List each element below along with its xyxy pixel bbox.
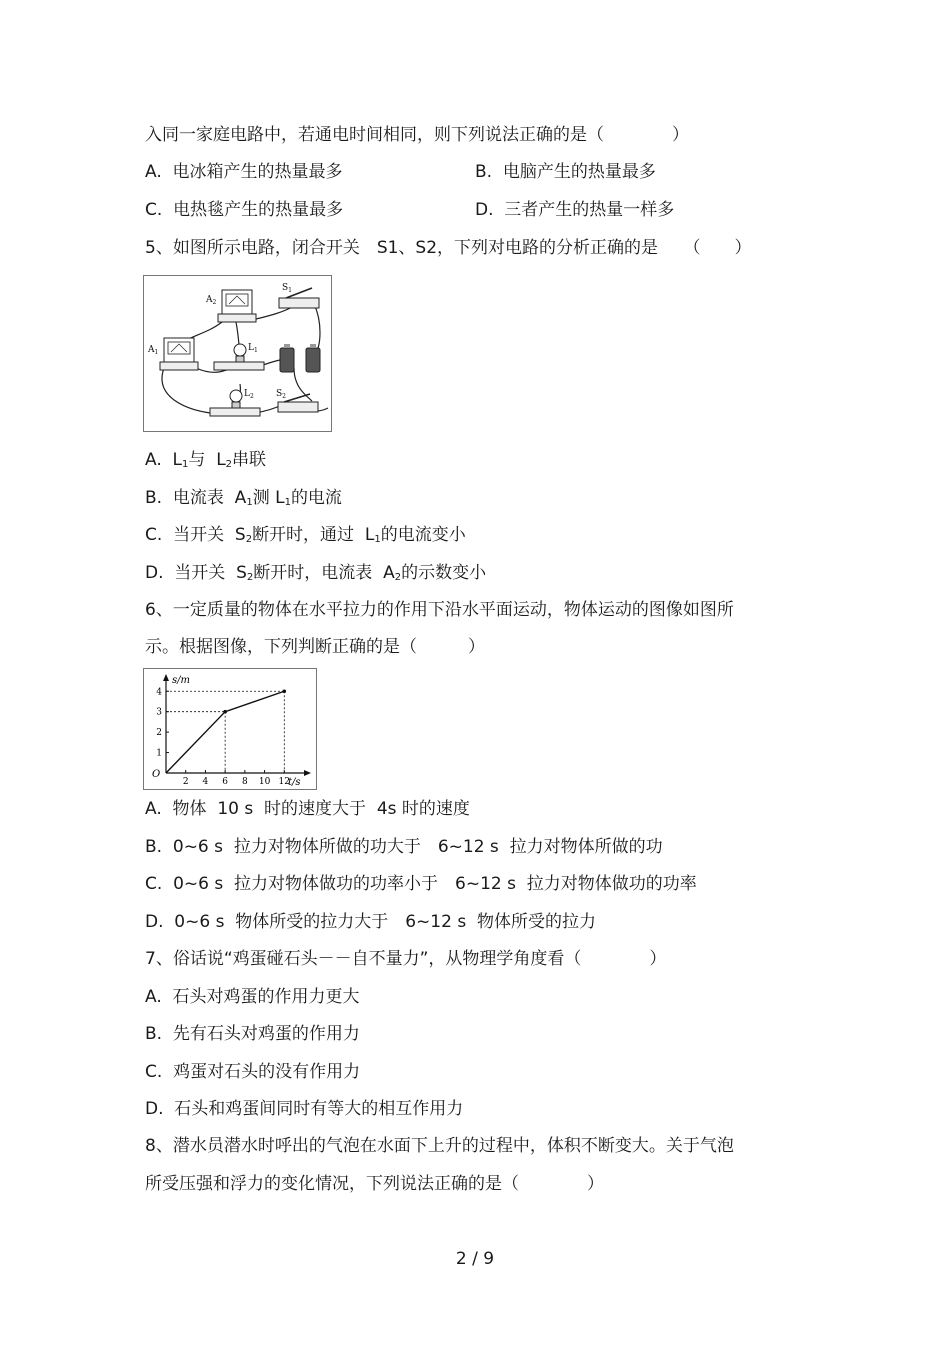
q4-option-d: D. 三者产生的热量一样多 <box>475 200 675 220</box>
x-tick-label: 6 <box>222 777 229 787</box>
q4-option-c: C. 电热毯产生的热量最多 <box>145 200 344 220</box>
q8-stem-line1: 8、潜水员潜水时呼出的气泡在水面下上升的过程中，体积不断变大。关于气泡 <box>145 1136 734 1156</box>
q5-option-a: A. $L_1$与 $L_2$串联 <box>145 450 267 470</box>
battery-pack <box>280 344 320 372</box>
q6-option-c: C. 0~6 s 拉力对物体做功的功率小于 6~12 s 拉力对物体做功的功率 <box>145 874 697 894</box>
q6-option-a: A. 物体 10 s 时的速度大于 4s 时的速度 <box>145 799 470 819</box>
x-tick-label: 10 <box>258 777 271 787</box>
ammeter-a1 <box>160 338 198 370</box>
y-axis-label: s/m <box>172 675 190 686</box>
origin-label: O <box>152 769 161 780</box>
q5-stem: 5、如图所示电路，闭合开关 S1、S2，下列对电路的分析正确的是 （ ） <box>145 238 752 258</box>
q5-option-d: D. 当开关 $S_2$断开时，电流表 $A_2$的示数变小 <box>145 563 487 583</box>
svg-text:S1: $S_1$ <box>282 283 292 294</box>
circuit-diagram <box>144 276 331 431</box>
q5-option-b: B. 电流表 $A_1$测 $L_1$的电流 <box>145 488 342 508</box>
x-tick-label: 12 <box>278 777 291 787</box>
q7-option-d: D. 石头和鸡蛋间同时有等大的相互作用力 <box>145 1099 464 1119</box>
x-axis-label: t/s <box>288 777 301 788</box>
q8-stem-line2: 所受压强和浮力的变化情况，下列说法正确的是（ ） <box>145 1174 604 1194</box>
data-point <box>282 689 286 693</box>
q5-option-c: C. 当开关 $S_2$断开时，通过 $L_1$的电流变小 <box>145 525 466 545</box>
svg-text:A2: $A_2$ <box>206 295 217 306</box>
q6-option-d: D. 0~6 s 物体所受的拉力大于 6~12 s 物体所受的拉力 <box>145 912 597 932</box>
chart-axes <box>163 674 311 776</box>
y-axis-arrow <box>163 674 169 681</box>
svg-text:L2: $L_2$ <box>244 389 254 400</box>
data-point <box>223 710 227 714</box>
q7-stem: 7、俗话说“鸡蛋碰石头－－自不量力”，从物理学角度看（ ） <box>145 949 667 969</box>
q7-option-c: C. 鸡蛋对石头的没有作用力 <box>145 1062 361 1082</box>
st-graph <box>144 669 316 789</box>
x-tick-label: 4 <box>202 777 209 787</box>
page-number: 2 / 9 <box>455 1249 495 1269</box>
svg-text:L1: $L_1$ <box>248 343 258 354</box>
q6-stem-line2: 示。根据图像，下列判断正确的是（ ） <box>145 637 485 657</box>
q7-option-a: A. 石头对鸡蛋的作用力更大 <box>145 987 360 1007</box>
q4-option-a: A. 电冰箱产生的热量最多 <box>145 162 343 182</box>
svg-text:S2: $S_2$ <box>276 389 286 400</box>
ammeter-a2 <box>218 290 256 322</box>
x-tick-label: 8 <box>241 777 248 787</box>
y-tick-label: 4 <box>156 687 162 698</box>
svg-text:A1: $A_1$ <box>148 345 159 356</box>
st-graph-figure <box>143 668 317 790</box>
y-tick-label: 1 <box>156 748 162 759</box>
q4-stem: 入同一家庭电路中，若通电时间相同，则下列说法正确的是（ ） <box>145 125 689 145</box>
circuit-figure <box>143 275 332 432</box>
x-axis-arrow <box>304 770 311 776</box>
x-tick-label: 2 <box>182 777 189 787</box>
q4-option-b: B. 电脑产生的热量最多 <box>475 162 656 182</box>
q6-stem-line1: 6、一定质量的物体在水平拉力的作用下沿水平面运动，物体运动的图像如图所 <box>145 600 734 620</box>
y-tick-label: 3 <box>156 707 162 718</box>
q7-option-b: B. 先有石头对鸡蛋的作用力 <box>145 1024 360 1044</box>
q6-option-b: B. 0~6 s 拉力对物体所做的功大于 6~12 s 拉力对物体所做的功 <box>145 837 663 857</box>
y-tick-label: 2 <box>156 728 162 739</box>
